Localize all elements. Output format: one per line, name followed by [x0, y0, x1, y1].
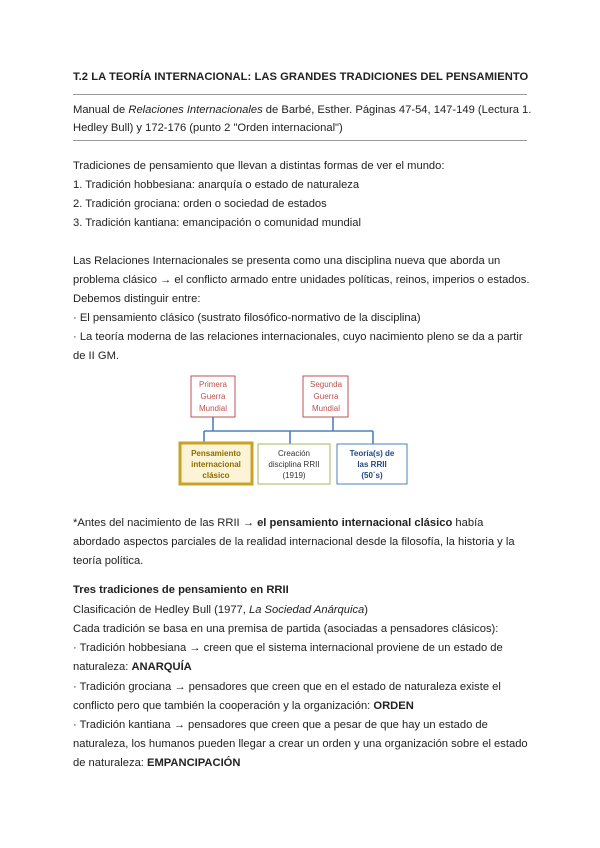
hobbesiana-line-1: · Tradición hobbesiana → creen que el sistema internacional proviene de un estado de [73, 642, 503, 654]
keyword-empancipacion: EMPANCIPACIÓN [147, 757, 241, 769]
ri-paragraph-line: de II GM. [73, 350, 120, 362]
kantiana-line-2: naturaleza, los humanos pueden llegar a crear un orden y una organización sobre el estado [73, 738, 528, 750]
diagram-connectors [204, 417, 373, 444]
traditions-lead: Tradiciones de pensamiento que llevan a distintas formas de ver el mundo: [73, 160, 445, 172]
box-text: Guerra [200, 392, 226, 401]
box-text: Guerra [313, 392, 339, 401]
tradition-item: 1. Tradición hobbesiana: anarquía o estado de naturaleza [73, 179, 360, 191]
ri-paragraph-line: problema clásico → el conflicto armado entre unidades políticas, reinos, imperios o estados. [73, 274, 530, 286]
ri-paragraph-line: · La teoría moderna de las relaciones internacionales, cuyo nacimiento pleno se da a partir [73, 331, 523, 343]
manual-reference-line-2: Hedley Bull) y 172-176 (punto 2 "Orden internacional") [73, 122, 343, 134]
clas-book: La Sociedad Anárquica [249, 604, 365, 616]
tradition-item: 2. Tradición grociana: orden o sociedad de estados [73, 198, 327, 210]
grociana-line-2 [73, 699, 414, 713]
box-text: Primera [198, 380, 228, 389]
box-text: disciplina RRII [268, 460, 320, 469]
clas-suffix: ) [364, 604, 369, 616]
classification-line [73, 603, 368, 617]
antes-text: *Antes del nacimiento de las RRII → [73, 517, 258, 529]
manual-rest: de Barbé, Esther. Páginas 47-54, 147-149 (Lectura 1. [262, 104, 532, 116]
box-text: (1919) [282, 471, 306, 480]
box-teorias-rrii [337, 444, 407, 484]
grociana-line-1: · Tradición grociana → pensadores que creen que en el estado de naturaleza existe el [73, 681, 501, 693]
hobbesiana-line-2 [73, 660, 192, 674]
box-creacion-disciplina [258, 444, 330, 484]
antes-bold: el pensamiento internacional clásico [257, 517, 453, 529]
divider-top [73, 94, 527, 95]
keyword-orden: ORDEN [373, 700, 414, 712]
box-text: clásico [202, 471, 230, 480]
divider-bottom [73, 140, 527, 141]
box-text: Pensamiento [191, 449, 241, 458]
box-text: Segunda [309, 380, 343, 389]
antes-text: había [452, 517, 484, 529]
hob-text: naturaleza: [73, 661, 132, 673]
kan-text: de naturaleza: [73, 757, 148, 769]
ri-paragraph-line: Debemos distinguir entre: [73, 293, 201, 305]
box-segunda-guerra-mundial [303, 376, 348, 417]
manual-reference-line-1 [73, 103, 531, 117]
tradition-item: 3. Tradición kantiana: emancipación o comunidad mundial [73, 217, 361, 229]
section-heading: Tres tradiciones de pensamiento en RRII [73, 584, 289, 596]
box-text: Creación [277, 449, 311, 458]
box-text: Mundial [198, 404, 228, 413]
manual-prefix: Manual de [73, 104, 129, 116]
keyword-anarquia: ANARQUÍA [131, 661, 192, 673]
box-text: (50´s) [361, 471, 383, 480]
antes-line-1 [73, 516, 483, 530]
box-pensamiento-clasico [180, 443, 252, 484]
document-title: T.2 LA TEORÍA INTERNACIONAL: LAS GRANDES TRADICIONES DEL PENSAMIENTO [73, 71, 529, 83]
box-text: Mundial [311, 404, 341, 413]
timeline-diagram [170, 372, 420, 488]
gro-text: conflicto pero que también la cooperación y la organización: [73, 700, 374, 712]
box-primera-guerra-mundial [191, 376, 235, 417]
kantiana-line-1: · Tradición kantiana → pensadores que creen que a pesar de que hay un estado de [73, 719, 488, 731]
antes-line-3: teoría política. [73, 555, 144, 567]
premisa-line: Cada tradición se basa en una premisa de partida (asociadas a pensadores clásicos): [73, 623, 499, 635]
box-text: Teoría(s) de [349, 449, 395, 458]
antes-line-2: abordado aspectos parciales de la realidad internacional desde la filosofía, la historia y la [73, 536, 515, 548]
kantiana-line-3 [73, 756, 240, 770]
box-text: las RRII [357, 460, 387, 469]
manual-book-title: Relaciones Internacionales [128, 104, 263, 116]
clas-prefix: Clasificación de Hedley Bull (1977, [73, 604, 249, 616]
ri-paragraph-line: · El pensamiento clásico (sustrato filosófico-normativo de la disciplina) [73, 312, 421, 324]
box-text: internacional [191, 460, 241, 469]
ri-paragraph-line: Las Relaciones Internacionales se presenta como una disciplina nueva que aborda un [73, 255, 501, 267]
